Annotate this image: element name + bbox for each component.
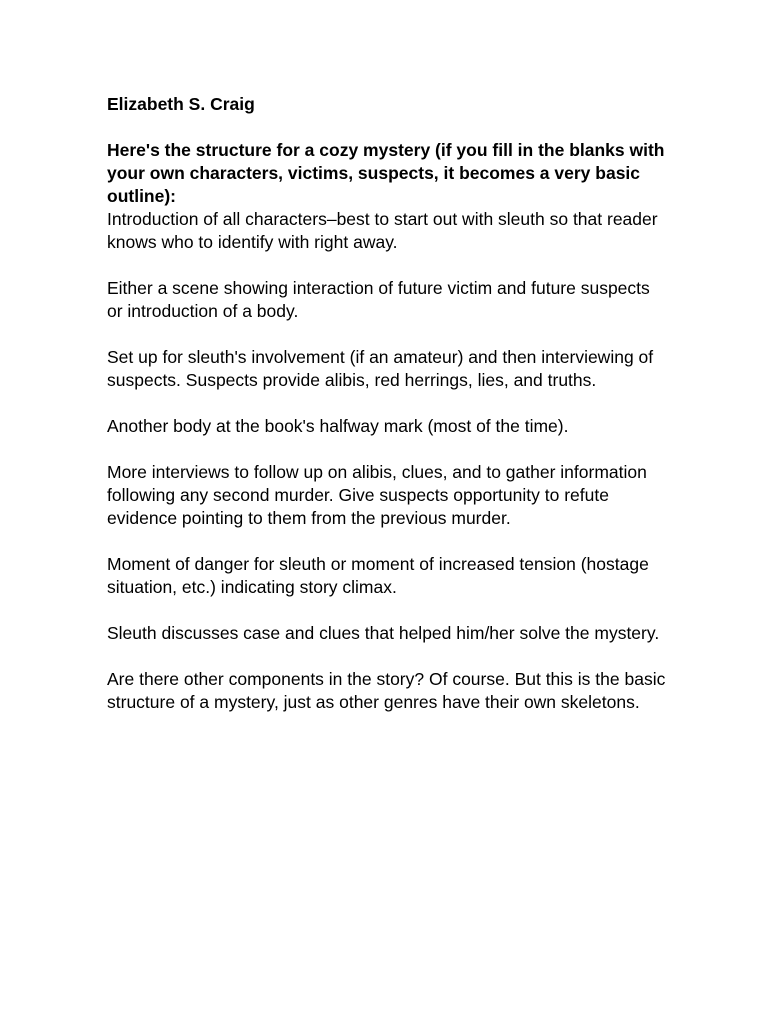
- paragraph-setup: Set up for sleuth's involvement (if an amateur) and then interviewing of suspects. Suspects provide alibis, red herrings, lies, and truths.: [107, 347, 654, 390]
- paragraph-second-body: Another body at the book's halfway mark (most of the time).: [107, 416, 569, 436]
- author-name: Elizabeth S. Craig: [107, 94, 255, 114]
- paragraph-introduction: Introduction of all characters–best to start out with sleuth so that reader knows who to identify with right away.: [107, 209, 658, 252]
- paragraph-danger: Moment of danger for sleuth or moment of increased tension (hostage situation, etc.) indicating story climax.: [107, 554, 649, 597]
- paragraph-resolution: Sleuth discusses case and clues that helped him/her solve the mystery.: [107, 623, 660, 643]
- document-page: [107, 93, 667, 737]
- paragraph-closing: Are there other components in the story? Of course. But this is the basic structure of a mystery, just as other genres have their own skeletons.: [107, 669, 666, 712]
- paragraph-interviews: More interviews to follow up on alibis, clues, and to gather information following any second murder. Give suspects opportunity to refute evidence pointing to them from the previous murder.: [107, 462, 647, 528]
- paragraph-scene: Either a scene showing interaction of future victim and future suspects or introduction of a body.: [107, 278, 650, 321]
- intro-heading: Here's the structure for a cozy mystery (if you fill in the blanks with your own characters, victims, suspects, it becomes a very basic outline):: [107, 140, 665, 206]
